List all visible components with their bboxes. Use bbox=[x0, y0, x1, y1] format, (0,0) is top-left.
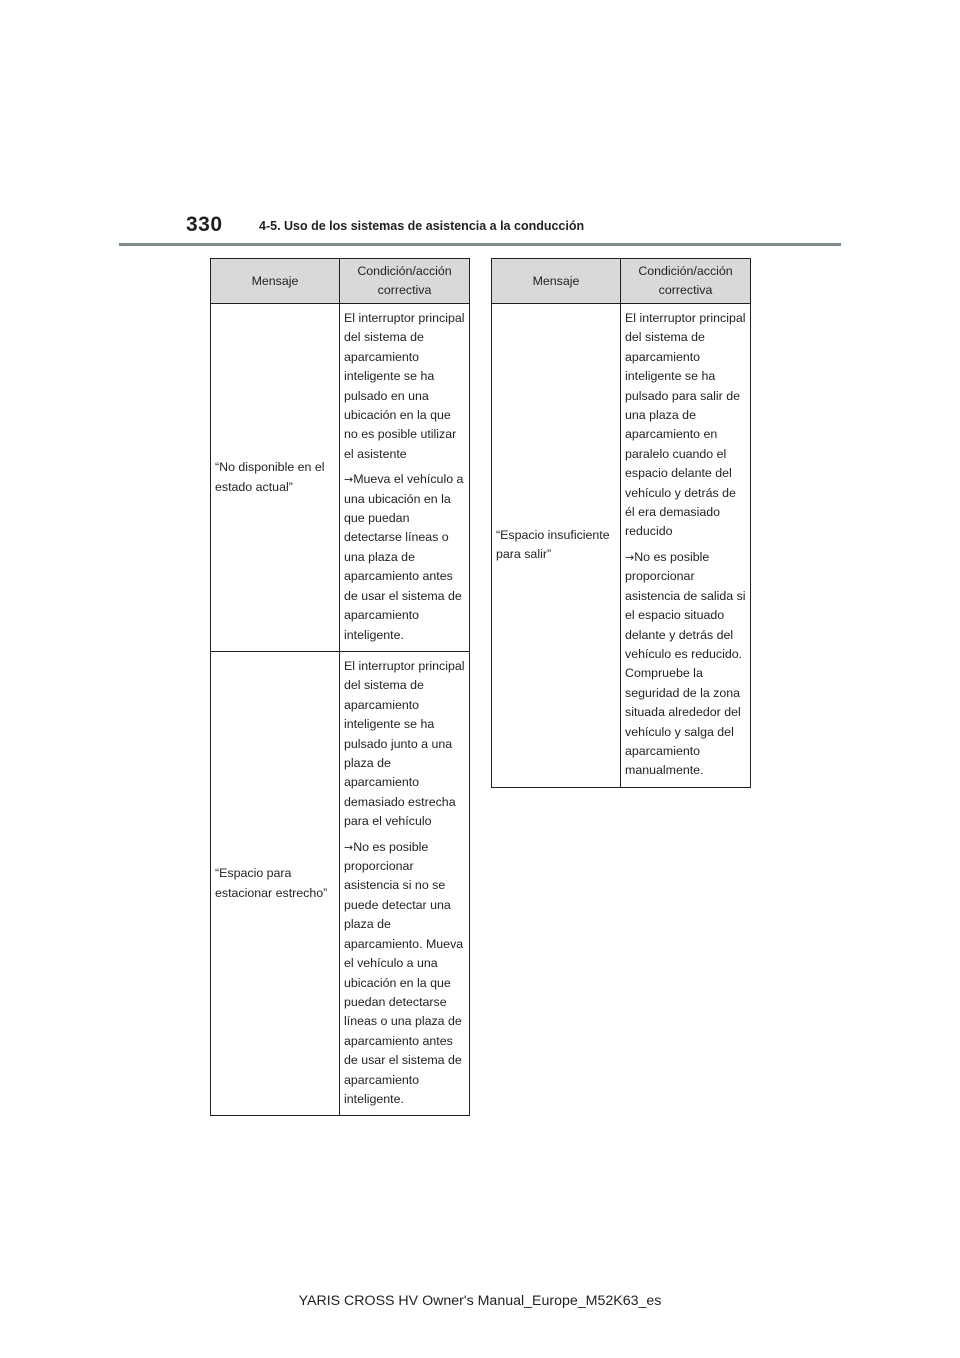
condition-text: El interruptor principal del sistema de aparcamiento inteligente se ha pulsado junto a una plaza de aparcamiento demasiado estrecha para el vehículo bbox=[344, 659, 465, 829]
arrow-right-icon: → bbox=[625, 550, 635, 564]
message-cell: “Espacio para estacionar estrecho” bbox=[211, 652, 340, 1116]
arrow-right-icon: → bbox=[344, 840, 354, 854]
condition-cell bbox=[621, 304, 751, 788]
action-text bbox=[344, 832, 465, 1116]
table-row bbox=[211, 652, 470, 1116]
table-header-row bbox=[211, 259, 470, 304]
action-label: No es posible proporcionar asistencia si no se puede detectar una plaza de aparcamiento. Mueva el vehículo a una ubicación en la que puedan detectarse líneas o una plaza de aparcamiento antes de usar el sistema de aparcamiento inteligente. bbox=[344, 839, 464, 1106]
condition-text: El interruptor principal del sistema de aparcamiento inteligente se ha pulsado en una ubicación en la que no es posible utilizar el asistente bbox=[344, 311, 465, 461]
table-row bbox=[211, 304, 470, 652]
message-cell: “Espacio insuficiente para salir” bbox=[492, 304, 621, 788]
action-text bbox=[344, 464, 465, 651]
message-table-right bbox=[491, 258, 751, 788]
action-label: No es posible proporcionar asistencia de salida si el espacio situado delante y detrás del vehículo es reducido. Compruebe la seguridad de la zona situada alrededor del vehículo y salga del aparcamiento manualmente. bbox=[625, 549, 746, 778]
footer-manual-id: YARIS CROSS HV Owner's Manual_Europe_M52K63_es bbox=[298, 1293, 662, 1309]
condition-cell bbox=[340, 304, 470, 652]
table-row bbox=[492, 304, 751, 788]
action-text bbox=[625, 542, 746, 787]
column-header-message: Mensaje bbox=[492, 259, 621, 304]
column-header-condition: Condición/acción correctiva bbox=[621, 259, 751, 304]
arrow-right-icon: → bbox=[344, 473, 354, 487]
message-cell: “No disponible en el estado actual” bbox=[211, 304, 340, 652]
page-number: 330 bbox=[186, 213, 223, 236]
column-header-message: Mensaje bbox=[211, 259, 340, 304]
table-header-row bbox=[492, 259, 751, 304]
condition-cell bbox=[340, 652, 470, 1116]
header-rule bbox=[119, 243, 841, 246]
action-label: Mueva el vehículo a una ubicación en la que puedan detectarse líneas o una plaza de aparcamiento antes de usar el sistema de aparcamiento inteligente. bbox=[344, 472, 464, 642]
message-table-left bbox=[210, 258, 470, 1116]
section-title: 4-5. Uso de los sistemas de asistencia a la conducción bbox=[259, 219, 585, 233]
column-header-condition: Condición/acción correctiva bbox=[340, 259, 470, 304]
condition-text: El interruptor principal del sistema de aparcamiento inteligente se ha pulsado para salir de una plaza de aparcamiento en paralelo cuando el espacio delante del vehículo y detrás de él era demasiado reducido bbox=[625, 311, 746, 539]
